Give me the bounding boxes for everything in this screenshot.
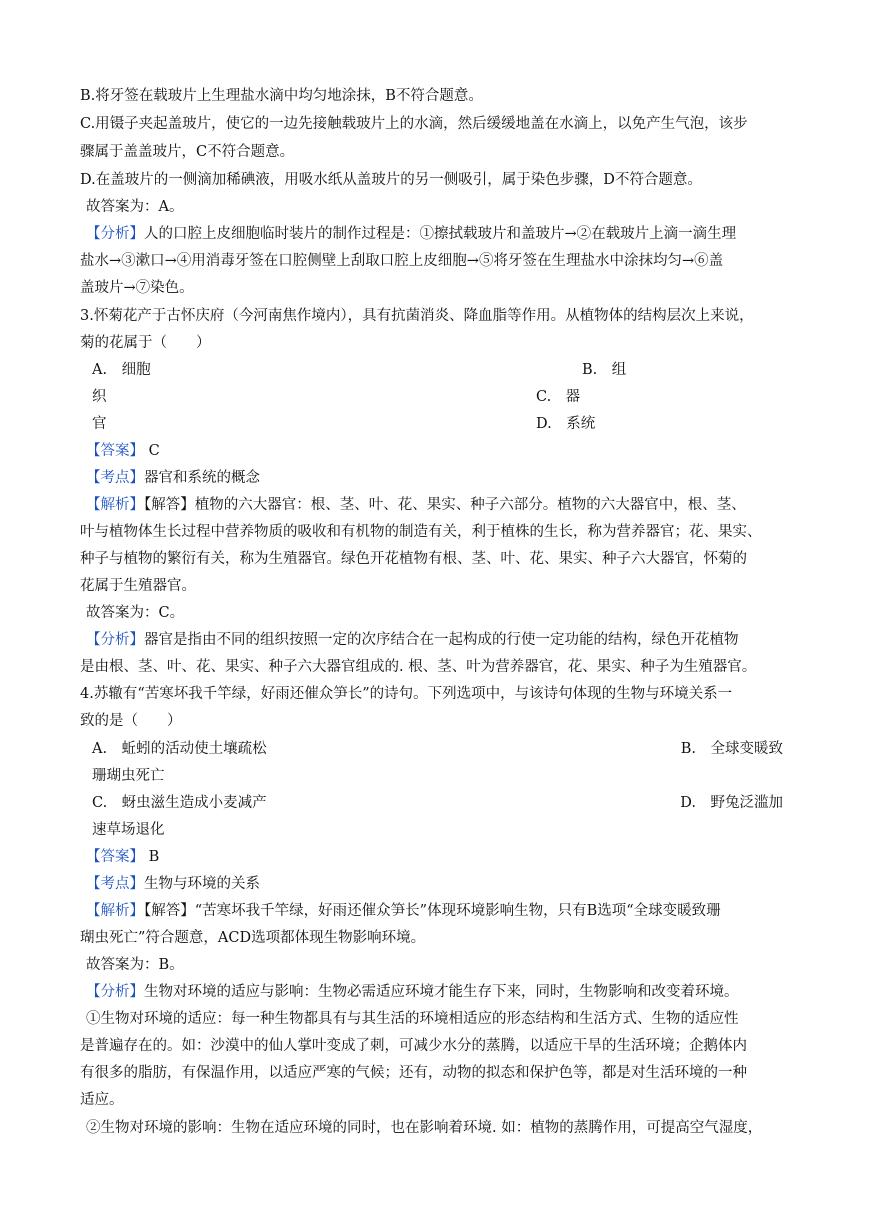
keypoint-line: 【考点】生物与环境的关系 bbox=[86, 876, 260, 892]
text-line: ①生物对环境的适应：每一种生物都具有与其生活的环境相适应的形态结构和生活方式、生物的适应性 bbox=[86, 1011, 739, 1027]
q4-option-d-cont: 速草场退化 bbox=[92, 822, 165, 838]
explain-tag: 【解析】 bbox=[86, 903, 144, 919]
analysis-tag: 【分析】 bbox=[86, 632, 144, 648]
text-line: 致的是（ ） bbox=[80, 713, 182, 729]
q3-option-d: D. 系统 bbox=[536, 416, 596, 432]
q3-option-c-cont: 官 bbox=[92, 416, 107, 432]
keypoint-tag: 【考点】 bbox=[86, 470, 144, 486]
text-line: 盐水→③漱口→④用消毒牙签在口腔侧壁上刮取口腔上皮细胞→⑤将牙签在生理盐水中涂抹均匀→⑥盖 bbox=[80, 253, 724, 269]
explain-line: 【解析】【解答】“苦寒坏我千竿绿，好雨还催众笋长”体现环境影响生物，只有B选项“全球变暖致珊 bbox=[86, 903, 721, 919]
explain-tag: 【解析】 bbox=[86, 497, 144, 513]
text-line: 种子与植物的繁衍有关，称为生殖器官。绿色开花植物有根、茎、叶、花、果实、种子六大器官，怀菊的 bbox=[80, 551, 747, 567]
text-line: 故答案为：A。 bbox=[86, 199, 184, 215]
text-line: D.在盖玻片的一侧滴加稀碘液，用吸水纸从盖玻片的另一侧吸引，属于染色步骤，D不符合题意。 bbox=[80, 172, 702, 188]
text-line: 盖玻片→⑦染色。 bbox=[80, 280, 194, 296]
keypoint-line: 【考点】器官和系统的概念 bbox=[86, 470, 260, 486]
answer-tag: 【答案】 bbox=[86, 849, 144, 865]
q4-option-b: B. 全球变暖致 bbox=[680, 741, 783, 757]
text-line: 故答案为：C。 bbox=[86, 605, 185, 621]
text-line: 花属于生殖器官。 bbox=[80, 578, 196, 594]
text-line: 是由根、茎、叶、花、果实、种子六大器官组成的. 根、茎、叶为营养器官，花、果实、种子为生殖器官。 bbox=[80, 659, 757, 675]
question-4: 4.苏辙有“苦寒坏我千竿绿，好雨还催众笋长”的诗句。下列选项中，与该诗句体现的生物与环境关系一 bbox=[80, 686, 733, 702]
answer-line: 【答案】 B bbox=[86, 849, 160, 865]
q4-option-c: C. 蚜虫滋生造成小麦减产 bbox=[92, 795, 267, 811]
text-line: 是普遍存在的。如：沙漠中的仙人掌叶变成了刺，可减少水分的蒸腾，以适应干旱的生活环境；企鹅体内 bbox=[80, 1038, 747, 1054]
explain-line: 【解析】【解答】植物的六大器官：根、茎、叶、花、果实、种子六部分。植物的六大器官中，根、茎、 bbox=[86, 497, 746, 513]
text-line: 菊的花属于（ ） bbox=[80, 335, 211, 351]
analysis-line: 【分析】人的口腔上皮细胞临时装片的制作过程是：①擦拭载玻片和盖玻片→②在载玻片上滴一滴生理 bbox=[86, 226, 737, 242]
analysis-tag: 【分析】 bbox=[86, 226, 144, 242]
text-line: 瑚虫死亡”符合题意，ACD选项都体现生物影响环境。 bbox=[80, 930, 426, 946]
solve-tag: 【解答】 bbox=[144, 903, 195, 919]
q4-option-d: D. 野兔泛滥加 bbox=[680, 795, 783, 811]
text-line: 骤属于盖盖玻片，C不符合题意。 bbox=[80, 144, 295, 160]
analysis-tag: 【分析】 bbox=[86, 984, 144, 1000]
q3-option-b-cont: 织 bbox=[92, 389, 107, 405]
solve-tag: 【解答】 bbox=[144, 497, 195, 513]
keypoint-tag: 【考点】 bbox=[86, 876, 144, 892]
q4-option-b-cont: 珊瑚虫死亡 bbox=[92, 768, 165, 784]
text-line: 故答案为：B。 bbox=[86, 957, 184, 973]
q3-option-b: B. 组 bbox=[582, 362, 627, 378]
q3-option-a: A. 细胞 bbox=[92, 362, 151, 378]
answer-line: 【答案】 C bbox=[86, 443, 160, 459]
text-line: B.将牙签在载玻片上生理盐水滴中均匀地涂抹，B不符合题意。 bbox=[80, 88, 483, 104]
analysis-line: 【分析】器官是指由不同的组织按照一定的次序结合在一起构成的行使一定功能的结构，绿色开花植物 bbox=[86, 632, 739, 648]
analysis-line: 【分析】生物对环境的适应与影响：生物必需适应环境才能生存下来，同时，生物影响和改变着环境。 bbox=[86, 984, 739, 1000]
text-line: C.用镊子夹起盖玻片，使它的一边先接触载玻片上的水滴，然后缓缓地盖在水滴上，以免产生气泡，该步 bbox=[80, 116, 748, 132]
question-3: 3.怀菊花产于古怀庆府（今河南焦作境内），具有抗菌消炎、降血脂等作用。从植物体的结构层次上来说， bbox=[80, 308, 754, 324]
text-line: 适应。 bbox=[80, 1092, 124, 1108]
text-line: 叶与植物体生长过程中营养物质的吸收和有机物的制造有关，利于植株的生长，称为营养器官；花、果实、 bbox=[80, 524, 762, 540]
text-line: 有很多的脂肪，有保温作用，以适应严寒的气候；还有，动物的拟态和保护色等，都是对生活环境的一种 bbox=[80, 1065, 747, 1081]
answer-tag: 【答案】 bbox=[86, 443, 144, 459]
q4-option-a: A. 蚯蚓的活动使土壤疏松 bbox=[92, 741, 267, 757]
q3-option-c: C. 器 bbox=[536, 389, 581, 405]
text-line: ②生物对环境的影响：生物在适应环境的同时，也在影响着环境. 如：植物的蒸腾作用，可提高空气湿度， bbox=[86, 1120, 763, 1136]
